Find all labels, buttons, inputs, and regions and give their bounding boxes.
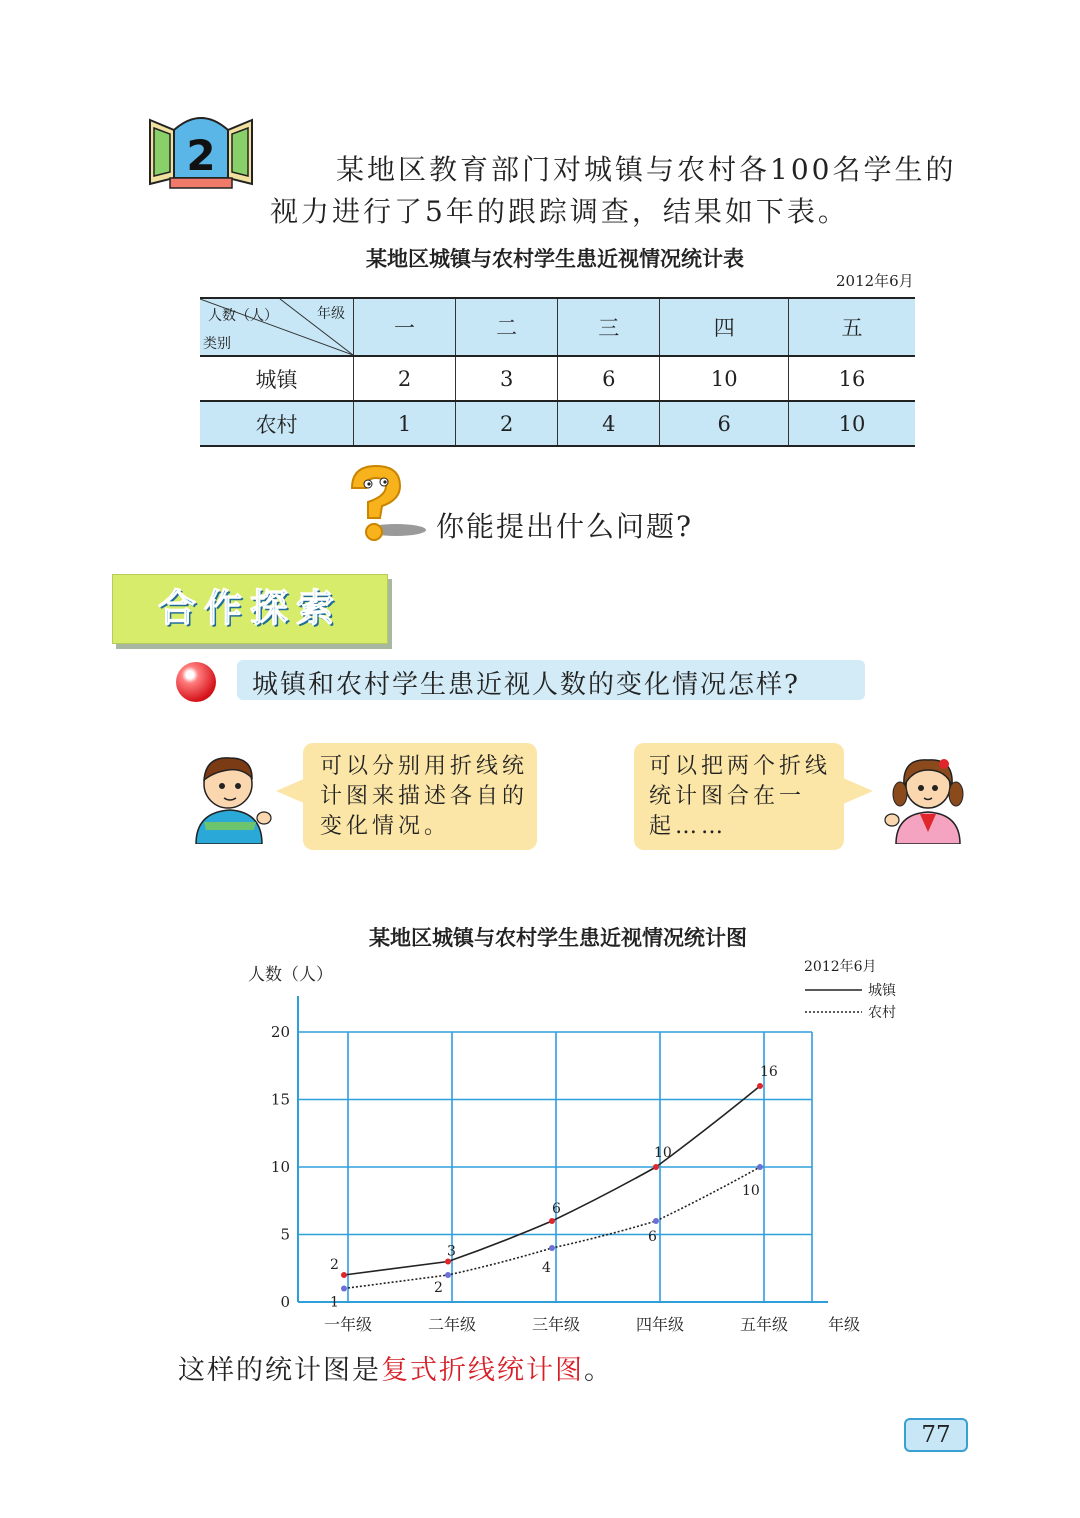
page-number: 77 bbox=[904, 1418, 968, 1452]
x-axis-label: 年级 bbox=[828, 1315, 861, 1334]
table-cell: 10 bbox=[789, 401, 915, 446]
y-tick-label: 5 bbox=[280, 1225, 290, 1244]
series-line-1 bbox=[344, 1167, 760, 1289]
data-label: 2 bbox=[330, 1257, 339, 1273]
legend-label-rural: 农村 bbox=[868, 1005, 896, 1021]
table-cell: 2 bbox=[456, 401, 558, 446]
table-cell: 6 bbox=[660, 401, 789, 446]
legend-label-town: 城镇 bbox=[868, 983, 896, 999]
cooperative-exploration-banner bbox=[112, 574, 388, 644]
data-label: 16 bbox=[760, 1064, 778, 1080]
x-tick-label: 五年级 bbox=[739, 1315, 789, 1334]
table-cell: 16 bbox=[789, 356, 915, 401]
data-point bbox=[757, 1164, 763, 1170]
y-tick-label: 10 bbox=[270, 1158, 290, 1176]
row-label: 城镇 bbox=[200, 356, 354, 401]
intro-line-2: 视力进行了5年的跟踪调查，结果如下表。 bbox=[270, 195, 849, 228]
table-cell: 2 bbox=[354, 356, 456, 401]
table-corner-cell bbox=[200, 298, 354, 356]
table-cell: 1 bbox=[354, 401, 456, 446]
table-cell: 4 bbox=[558, 401, 660, 446]
grade-header: 五 bbox=[789, 298, 915, 356]
data-label: 10 bbox=[654, 1145, 672, 1161]
question-mark-icon bbox=[338, 462, 430, 544]
intro-line-1: 某地区教育部门对城镇与农村各100名学生的 bbox=[336, 153, 957, 186]
boy-character-icon bbox=[186, 752, 272, 844]
table-row-rural bbox=[200, 401, 915, 446]
summary-highlight: 复式折线统计图 bbox=[381, 1355, 584, 1386]
plot-area bbox=[271, 996, 860, 1334]
corner-label-category: 类别 bbox=[203, 336, 231, 352]
corner-label-count: 人数（人） bbox=[208, 308, 278, 324]
grade-header: 一 bbox=[354, 298, 456, 356]
y-tick-label: 20 bbox=[270, 1023, 290, 1041]
y-axis-label: 人数（人） bbox=[248, 965, 333, 985]
data-point bbox=[445, 1272, 451, 1278]
chart-title: 某地区城镇与农村学生患近视情况统计图 bbox=[369, 926, 747, 950]
data-point bbox=[341, 1272, 347, 1278]
table-title: 某地区城镇与农村学生患近视情况统计表 bbox=[366, 247, 744, 271]
data-point bbox=[549, 1245, 555, 1251]
data-label: 6 bbox=[552, 1201, 561, 1217]
summary-prefix: 这样的统计图是 bbox=[178, 1355, 381, 1386]
data-label: 2 bbox=[434, 1280, 443, 1296]
compound-line-chart bbox=[240, 950, 930, 1340]
data-point bbox=[341, 1286, 347, 1292]
data-point bbox=[549, 1218, 555, 1224]
table-row-town bbox=[200, 356, 915, 401]
table-date: 2012年6月 bbox=[836, 272, 914, 290]
question-prompt: 你能提出什么问题? bbox=[436, 510, 694, 543]
grade-header: 三 bbox=[558, 298, 660, 356]
x-tick-label: 一年级 bbox=[323, 1315, 373, 1334]
grade-header: 二 bbox=[456, 298, 558, 356]
table-cell: 6 bbox=[558, 356, 660, 401]
chart-date: 2012年6月 bbox=[804, 959, 877, 975]
corner-label-grade: 年级 bbox=[317, 306, 345, 322]
table-cell: 10 bbox=[660, 356, 789, 401]
data-point bbox=[653, 1164, 659, 1170]
data-label: 10 bbox=[742, 1183, 760, 1199]
x-tick-label: 二年级 bbox=[427, 1315, 477, 1334]
data-label: 6 bbox=[648, 1229, 657, 1245]
red-ball-icon bbox=[176, 662, 216, 702]
grade-header: 四 bbox=[660, 298, 789, 356]
banner-label: 合作探索 bbox=[157, 586, 342, 630]
x-tick-label: 三年级 bbox=[531, 1315, 581, 1334]
data-point bbox=[757, 1083, 763, 1089]
bubble-left-text: 可以分别用折线统计图来描述各自的变化情况。 bbox=[320, 754, 529, 839]
summary-suffix: 。 bbox=[584, 1355, 613, 1386]
table-cell: 3 bbox=[456, 356, 558, 401]
table-header-row bbox=[200, 298, 915, 356]
bubble-left-tail bbox=[276, 778, 306, 804]
data-label: 4 bbox=[542, 1260, 551, 1276]
explore-question-text: 城镇和农村学生患近视人数的变化情况怎样? bbox=[252, 670, 800, 700]
summary-sentence bbox=[178, 1348, 613, 1387]
bubble-right-tail bbox=[843, 778, 873, 804]
example-number: 2 bbox=[186, 131, 216, 180]
statistics-table bbox=[200, 297, 915, 447]
y-tick-label: 15 bbox=[270, 1090, 290, 1109]
x-tick-label: 四年级 bbox=[635, 1315, 685, 1334]
example-number-badge-icon bbox=[146, 112, 256, 192]
bubble-right-text: 可以把两个折线统计图合在一起…… bbox=[649, 754, 832, 839]
data-label: 3 bbox=[447, 1243, 456, 1260]
row-label: 农村 bbox=[200, 401, 354, 446]
data-point bbox=[653, 1218, 659, 1224]
y-tick-label: 0 bbox=[280, 1293, 290, 1311]
data-label: 1 bbox=[330, 1294, 339, 1311]
girl-character-icon bbox=[884, 752, 970, 844]
